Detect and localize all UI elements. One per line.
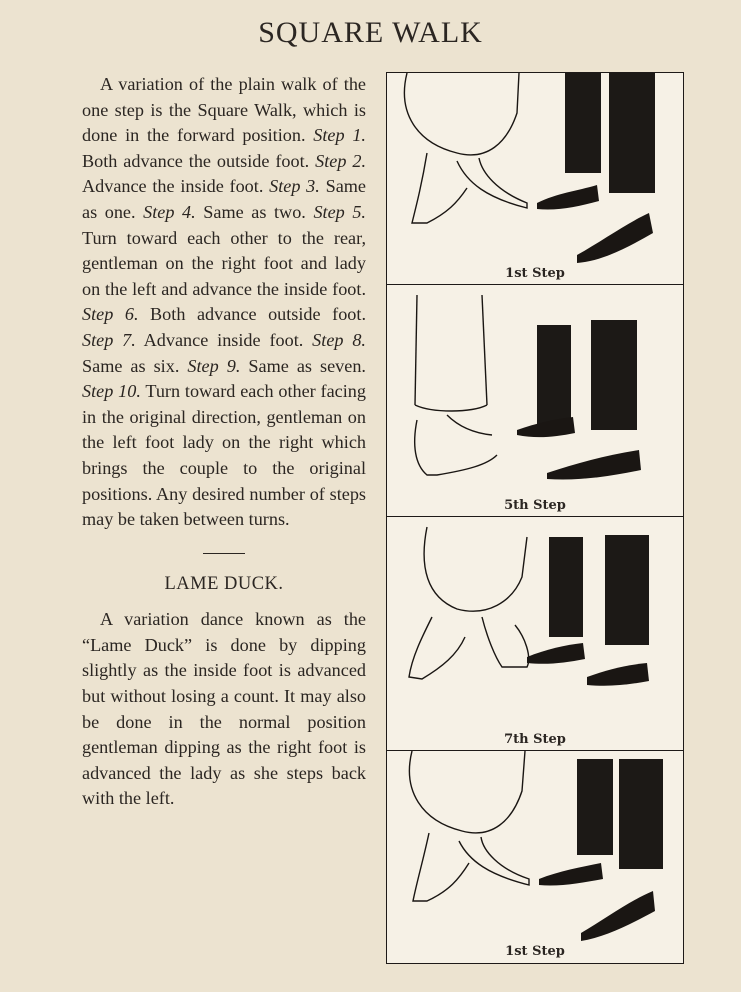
illustration-panel-4	[386, 750, 684, 964]
section-divider	[203, 553, 245, 554]
illustration-panel-1	[386, 72, 684, 286]
step-label: Step 7.	[82, 329, 136, 350]
page-title: SQUARE WALK	[258, 16, 483, 49]
step-label: Step 4.	[143, 201, 196, 222]
step-label: Step 6.	[82, 304, 139, 325]
illustration-panel-2	[386, 284, 684, 518]
panel-caption: 7th Step	[504, 732, 566, 747]
step-label: Step 1.	[313, 125, 366, 146]
text-column	[82, 72, 366, 812]
square-walk-paragraph: A variation of the plain walk of the one step is the Square Walk, which is done in the forward position. Step 1. Both advance the outside foot. Step 2. Advance the inside foot. Step 3. Same as one. Step 4. Same as two. Step 5. Turn toward each other to the rear, gentleman on the right foot and lady on the left and advance the inside foot. Step 6. Both advance outside foot. Step 7. Advance inside foot. Step 8. Same as six. Step 9. Same as seven. Step 10. Turn toward each other facing in the original direction, gentleman on the left foot lady on the right which brings the couple to the original positions. Any desired number of steps may be taken between turns.	[82, 74, 366, 530]
panel-caption: 5th Step	[504, 498, 566, 513]
panel-caption: 1st Step	[505, 266, 565, 281]
feet-illustration-2	[387, 285, 683, 517]
feet-illustration-1	[387, 73, 683, 285]
feet-illustration-3	[387, 517, 683, 751]
feet-illustration-4	[387, 751, 683, 963]
panel-caption: 1st Step	[505, 944, 565, 959]
lame-duck-paragraph: A variation dance known as the “Lame Duck” is done by dipping slightly as the inside foot is advanced but without losing a count. It may also be done in the normal position gentleman dipping as the right foot is advanced the lady as she steps back with the left.	[82, 609, 366, 809]
step-label: Step 9.	[187, 355, 241, 376]
step-label: Step 8.	[312, 329, 366, 350]
illustration-panels	[386, 72, 684, 962]
lame-duck-heading: LAME DUCK.	[164, 573, 284, 594]
step-label: Step 3.	[269, 176, 320, 197]
step-label: Step 5.	[313, 201, 366, 222]
illustration-panel-3	[386, 516, 684, 752]
step-label: Step 2.	[315, 150, 366, 171]
step-label: Step 10.	[82, 381, 141, 402]
